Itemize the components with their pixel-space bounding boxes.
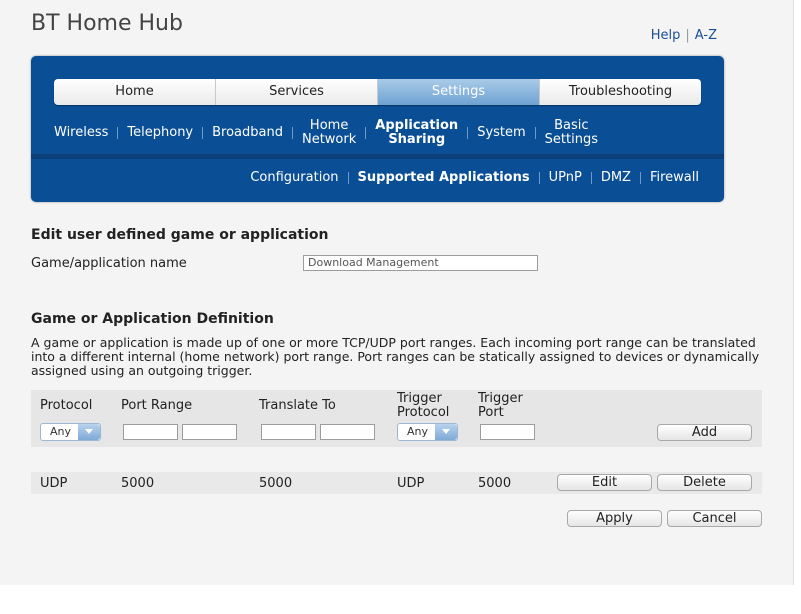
subnav-wireless[interactable]	[45, 126, 117, 140]
game-name-input[interactable]: Download Management	[303, 255, 538, 271]
row-port-range: 5000	[121, 476, 155, 491]
navigation-panel	[31, 56, 724, 202]
port-range-start-input[interactable]	[123, 424, 178, 440]
protocol-select[interactable]	[40, 423, 101, 441]
port-range-end-input[interactable]	[182, 424, 237, 440]
delete-button[interactable]: Delete	[657, 474, 752, 491]
chevron-down-icon	[435, 424, 457, 440]
subnav-telephony-label: Telephony	[127, 125, 194, 140]
subnav-system[interactable]	[468, 126, 534, 140]
subnav-application-sharing-line2: Sharing	[388, 132, 446, 147]
subnav-application-sharing-line1: Application	[375, 118, 459, 133]
col-trigger-protocol-line1: Trigger	[397, 391, 442, 406]
settings-subnav	[45, 118, 607, 148]
help-link[interactable]: Help	[650, 28, 681, 43]
subnav-home-network-line1: Home	[309, 118, 349, 133]
tab-settings[interactable]: Settings	[378, 79, 540, 105]
subnav2-upnp[interactable]: UPnP	[548, 170, 582, 185]
top-links	[651, 28, 717, 43]
tab-services[interactable]: Services	[216, 79, 378, 105]
edit-section-heading: Edit user defined game or application	[31, 227, 329, 243]
edit-button[interactable]: Edit	[557, 474, 652, 491]
col-trigger-protocol	[397, 392, 449, 420]
col-trigger-port-line1: Trigger	[478, 391, 523, 406]
col-trigger-port	[478, 392, 523, 420]
definition-description: A game or application is made up of one or more TCP/UDP port ranges. Each incoming port range can be translated into a different internal (home network) port range. Port ranges can be statically assigned to devices or dynamically assigned using an outgoing trigger.	[31, 335, 760, 378]
chevron-down-icon	[78, 424, 100, 440]
col-trigger-port-line2: Port	[478, 405, 504, 420]
col-trigger-protocol-line2: Protocol	[397, 405, 450, 420]
translate-to-start-input[interactable]	[261, 424, 316, 440]
row-trigger-port: 5000	[478, 476, 512, 491]
add-button[interactable]: Add	[657, 424, 752, 441]
table-header	[31, 390, 762, 447]
subnav-basic-settings[interactable]	[536, 119, 607, 147]
translate-to-end-input[interactable]	[320, 424, 375, 440]
page-title: BT Home Hub	[31, 11, 183, 36]
link-separator: |	[685, 28, 690, 43]
table-row	[31, 472, 762, 494]
trigger-port-input[interactable]	[480, 424, 535, 440]
subnav2-dmz[interactable]: DMZ	[600, 170, 631, 185]
application-sharing-subnav	[241, 171, 708, 185]
subnav-telephony[interactable]	[118, 126, 202, 140]
subnav2-supported-applications[interactable]: Supported Applications	[357, 170, 530, 185]
col-translate-to: Translate To	[259, 398, 336, 413]
trigger-protocol-select[interactable]	[397, 423, 458, 441]
definition-heading: Game or Application Definition	[31, 311, 274, 327]
subnav-system-label: System	[477, 125, 526, 140]
trigger-protocol-select-value: Any	[407, 425, 429, 438]
subnav2-firewall[interactable]: Firewall	[649, 170, 699, 185]
subnav-wireless-label: Wireless	[54, 125, 109, 140]
subnav-home-network[interactable]	[293, 119, 365, 147]
game-name-label: Game/application name	[31, 256, 187, 271]
protocol-select-value: Any	[50, 425, 72, 438]
nav-divider	[31, 154, 724, 159]
tab-troubleshooting[interactable]: Troubleshooting	[540, 79, 701, 105]
col-protocol: Protocol	[40, 398, 93, 413]
a-z-link[interactable]: A-Z	[694, 28, 717, 43]
subnav-broadband-label: Broadband	[212, 125, 283, 140]
subnav-home-network-line2: Network	[301, 132, 357, 147]
tab-home[interactable]: Home	[54, 79, 216, 105]
subnav-broadband[interactable]	[203, 126, 292, 140]
apply-button[interactable]: Apply	[567, 510, 662, 527]
row-protocol: UDP	[40, 476, 68, 491]
cancel-button[interactable]: Cancel	[667, 510, 762, 527]
col-port-range: Port Range	[121, 398, 193, 413]
row-translate-to: 5000	[259, 476, 293, 491]
row-trigger-protocol: UDP	[397, 476, 425, 491]
subnav-basic-settings-line2: Settings	[544, 132, 598, 147]
subnav2-configuration[interactable]: Configuration	[250, 170, 339, 185]
subnav-basic-settings-line1: Basic	[554, 118, 589, 133]
main-tabs	[54, 79, 701, 105]
subnav-application-sharing[interactable]	[366, 119, 467, 147]
